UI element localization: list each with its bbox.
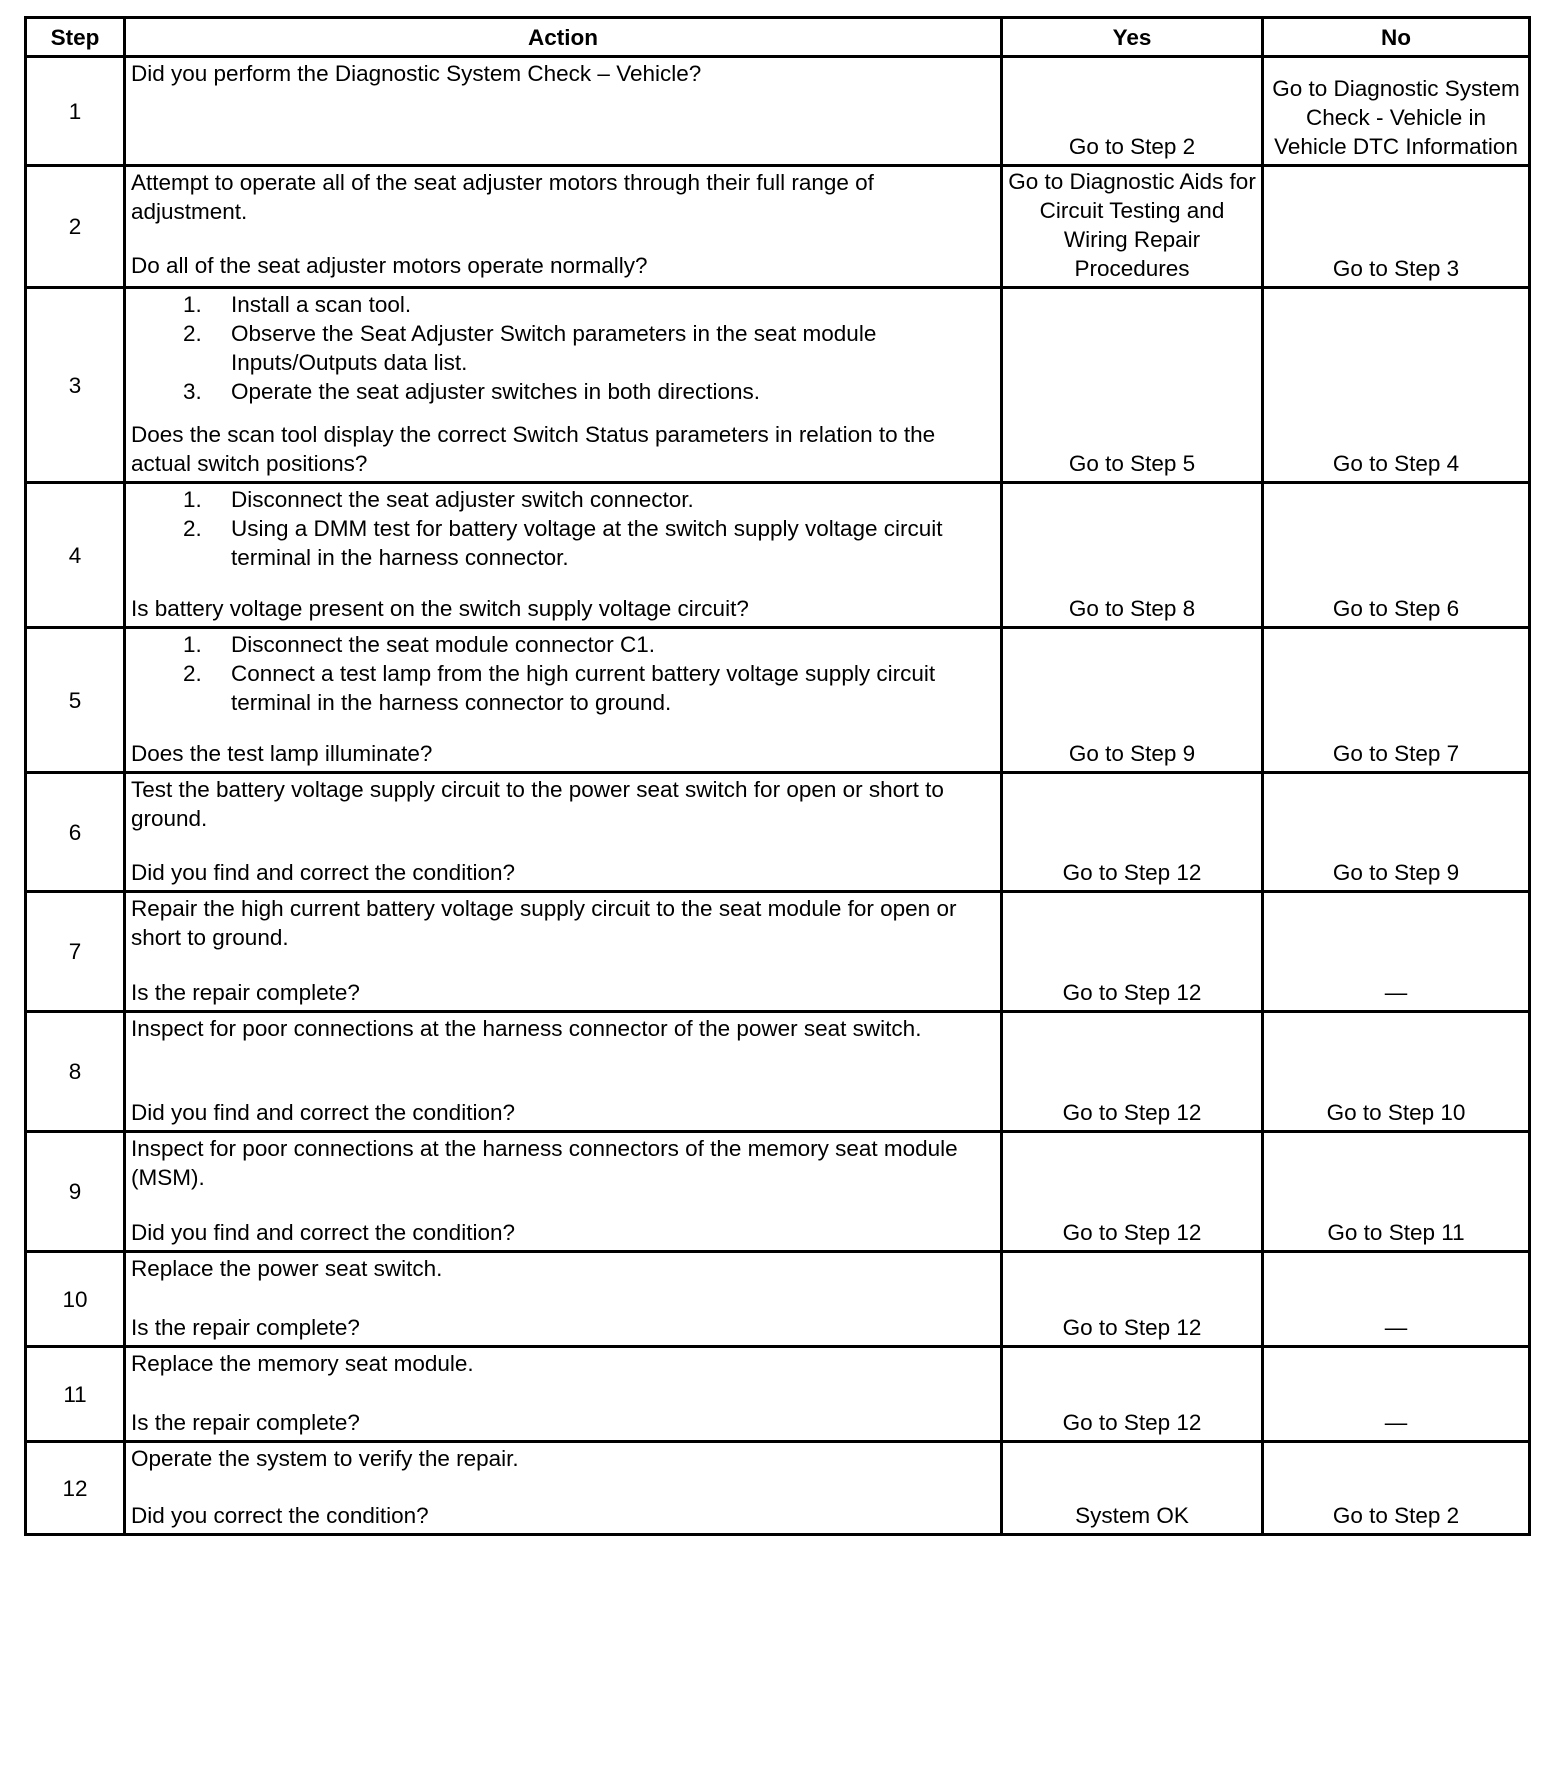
action-cell bbox=[125, 1347, 1002, 1442]
yes-result-text: Go to Diagnostic Aids for Circuit Testing and Wiring Repair Procedures bbox=[1008, 169, 1256, 281]
header-row bbox=[26, 18, 1530, 57]
instruction-item bbox=[131, 659, 992, 717]
instruction-text: Install a scan tool. bbox=[231, 292, 412, 317]
table-row bbox=[26, 1442, 1530, 1535]
action-text: Replace the power seat switch. bbox=[131, 1256, 443, 1281]
yes-result bbox=[1002, 773, 1263, 892]
no-result bbox=[1263, 1442, 1530, 1535]
action-cell bbox=[125, 1252, 1002, 1347]
question-text: Did you find and correct the condition? bbox=[131, 1100, 515, 1125]
step-number: 1 bbox=[26, 57, 125, 166]
yes-result bbox=[1002, 1347, 1263, 1442]
instruction-number: 1. bbox=[183, 292, 202, 317]
table-row bbox=[26, 1012, 1530, 1132]
action-text: Repair the high current battery voltage supply circuit to the seat module for open or short to ground. bbox=[131, 896, 957, 950]
yes-result-text: Go to Step 12 bbox=[1062, 1410, 1202, 1435]
table-row bbox=[26, 892, 1530, 1012]
no-result bbox=[1263, 483, 1530, 628]
action-cell bbox=[125, 1012, 1002, 1132]
instruction-text: Disconnect the seat adjuster switch connector. bbox=[231, 487, 694, 512]
no-result bbox=[1263, 773, 1530, 892]
action-text: Inspect for poor connections at the harness connector of the power seat switch. bbox=[131, 1016, 922, 1041]
question-text: Did you find and correct the condition? bbox=[131, 860, 515, 885]
step-number: 2 bbox=[26, 166, 125, 288]
instruction-item bbox=[131, 514, 992, 572]
question-text: Is the repair complete? bbox=[131, 1315, 360, 1340]
action-text: Operate the system to verify the repair. bbox=[131, 1446, 519, 1471]
instruction-text: Using a DMM test for battery voltage at the switch supply voltage circuit terminal in the harness connector. bbox=[231, 516, 943, 570]
no-result-text: — bbox=[1384, 1315, 1408, 1340]
table-row bbox=[26, 288, 1530, 483]
instruction-item bbox=[131, 377, 992, 406]
question-text: Did you find and correct the condition? bbox=[131, 1220, 515, 1245]
step-number: 9 bbox=[26, 1132, 125, 1252]
action-text: Test the battery voltage supply circuit to the power seat switch for open or short to ground. bbox=[131, 777, 944, 831]
yes-result-text: Go to Step 12 bbox=[1062, 980, 1202, 1005]
no-result-text: Go to Step 10 bbox=[1326, 1100, 1466, 1125]
yes-result-text: Go to Step 2 bbox=[1068, 134, 1196, 159]
instruction-number: 2. bbox=[183, 661, 202, 686]
step-number: 6 bbox=[26, 773, 125, 892]
instruction-text: Operate the seat adjuster switches in both directions. bbox=[231, 379, 761, 404]
instruction-text: Connect a test lamp from the high current battery voltage supply circuit terminal in the harness connector to ground. bbox=[231, 661, 936, 715]
table-row bbox=[26, 628, 1530, 773]
yes-result bbox=[1002, 628, 1263, 773]
yes-result bbox=[1002, 892, 1263, 1012]
action-text: Replace the memory seat module. bbox=[131, 1351, 474, 1376]
table-row bbox=[26, 166, 1530, 288]
instruction-item bbox=[131, 485, 992, 514]
instruction-list bbox=[131, 630, 992, 717]
yes-result-text: Go to Step 12 bbox=[1062, 1220, 1202, 1245]
yes-result-text: System OK bbox=[1075, 1503, 1189, 1528]
action-cell bbox=[125, 166, 1002, 288]
table-body bbox=[26, 57, 1530, 1535]
table-row bbox=[26, 1347, 1530, 1442]
question-text: Does the test lamp illuminate? bbox=[131, 741, 433, 766]
yes-result-text: Go to Step 12 bbox=[1062, 860, 1202, 885]
no-result bbox=[1263, 288, 1530, 483]
header-step: Step bbox=[26, 18, 125, 57]
yes-result bbox=[1002, 1442, 1263, 1535]
step-number: 11 bbox=[26, 1347, 125, 1442]
no-result-text: Go to Step 2 bbox=[1332, 1503, 1460, 1528]
question-text: Is the repair complete? bbox=[131, 980, 360, 1005]
instruction-item bbox=[131, 290, 992, 319]
no-result bbox=[1263, 1347, 1530, 1442]
no-result-text: Go to Diagnostic System Check - Vehicle in Vehicle DTC Information bbox=[1272, 76, 1520, 159]
yes-result bbox=[1002, 483, 1263, 628]
instruction-list bbox=[131, 485, 992, 572]
step-number: 3 bbox=[26, 288, 125, 483]
no-result bbox=[1263, 1252, 1530, 1347]
step-number: 4 bbox=[26, 483, 125, 628]
question-text: Did you correct the condition? bbox=[131, 1503, 429, 1528]
action-cell bbox=[125, 628, 1002, 773]
question-text: Do all of the seat adjuster motors operate normally? bbox=[131, 253, 648, 278]
question-text: Is the repair complete? bbox=[131, 1410, 360, 1435]
no-result-text: Go to Step 4 bbox=[1332, 451, 1460, 476]
yes-result-text: Go to Step 12 bbox=[1062, 1315, 1202, 1340]
instruction-number: 2. bbox=[183, 321, 202, 346]
diagnostic-table bbox=[24, 16, 1531, 1536]
no-result bbox=[1263, 57, 1530, 166]
table-row bbox=[26, 483, 1530, 628]
action-cell bbox=[125, 1442, 1002, 1535]
no-result-text: — bbox=[1384, 1410, 1408, 1435]
yes-result-text: Go to Step 12 bbox=[1062, 1100, 1202, 1125]
header-no: No bbox=[1263, 18, 1530, 57]
yes-result bbox=[1002, 288, 1263, 483]
header-action: Action bbox=[125, 18, 1002, 57]
yes-result bbox=[1002, 1132, 1263, 1252]
yes-result-text: Go to Step 5 bbox=[1068, 451, 1196, 476]
action-text: Did you perform the Diagnostic System Check – Vehicle? bbox=[131, 61, 702, 86]
step-number: 8 bbox=[26, 1012, 125, 1132]
action-cell bbox=[125, 57, 1002, 166]
action-text: Inspect for poor connections at the harness connectors of the memory seat module (MSM). bbox=[131, 1136, 958, 1190]
instruction-list bbox=[131, 290, 992, 406]
yes-result-text: Go to Step 9 bbox=[1068, 741, 1196, 766]
instruction-number: 2. bbox=[183, 516, 202, 541]
table-row bbox=[26, 1252, 1530, 1347]
question-text: Is battery voltage present on the switch supply voltage circuit? bbox=[131, 596, 749, 621]
yes-result bbox=[1002, 166, 1263, 288]
action-cell bbox=[125, 288, 1002, 483]
no-result bbox=[1263, 628, 1530, 773]
instruction-number: 1. bbox=[183, 487, 202, 512]
no-result-text: Go to Step 11 bbox=[1327, 1220, 1465, 1245]
yes-result bbox=[1002, 1012, 1263, 1132]
step-number: 10 bbox=[26, 1252, 125, 1347]
action-cell bbox=[125, 892, 1002, 1012]
step-number: 12 bbox=[26, 1442, 125, 1535]
header-yes: Yes bbox=[1002, 18, 1263, 57]
yes-result bbox=[1002, 57, 1263, 166]
instruction-number: 1. bbox=[183, 632, 202, 657]
no-result-text: Go to Step 3 bbox=[1332, 256, 1460, 281]
instruction-item bbox=[131, 319, 992, 377]
question-text: Does the scan tool display the correct Switch Status parameters in relation to the actual switch positions? bbox=[131, 422, 936, 476]
no-result bbox=[1263, 166, 1530, 288]
table-row bbox=[26, 1132, 1530, 1252]
instruction-text: Observe the Seat Adjuster Switch parameters in the seat module Inputs/Outputs data list. bbox=[231, 321, 877, 375]
no-result-text: — bbox=[1384, 980, 1408, 1005]
action-cell bbox=[125, 773, 1002, 892]
no-result-text: Go to Step 6 bbox=[1332, 596, 1460, 621]
step-number: 5 bbox=[26, 628, 125, 773]
yes-result bbox=[1002, 1252, 1263, 1347]
action-cell bbox=[125, 1132, 1002, 1252]
step-number: 7 bbox=[26, 892, 125, 1012]
no-result bbox=[1263, 1132, 1530, 1252]
no-result-text: Go to Step 9 bbox=[1332, 860, 1460, 885]
table-row bbox=[26, 57, 1530, 166]
instruction-item bbox=[131, 630, 992, 659]
action-text: Attempt to operate all of the seat adjuster motors through their full range of adjustment. bbox=[131, 170, 874, 224]
no-result bbox=[1263, 892, 1530, 1012]
no-result-text: Go to Step 7 bbox=[1332, 741, 1460, 766]
yes-result-text: Go to Step 8 bbox=[1068, 596, 1196, 621]
table-row bbox=[26, 773, 1530, 892]
no-result bbox=[1263, 1012, 1530, 1132]
action-cell bbox=[125, 483, 1002, 628]
instruction-text: Disconnect the seat module connector C1. bbox=[231, 632, 655, 657]
instruction-number: 3. bbox=[183, 379, 202, 404]
